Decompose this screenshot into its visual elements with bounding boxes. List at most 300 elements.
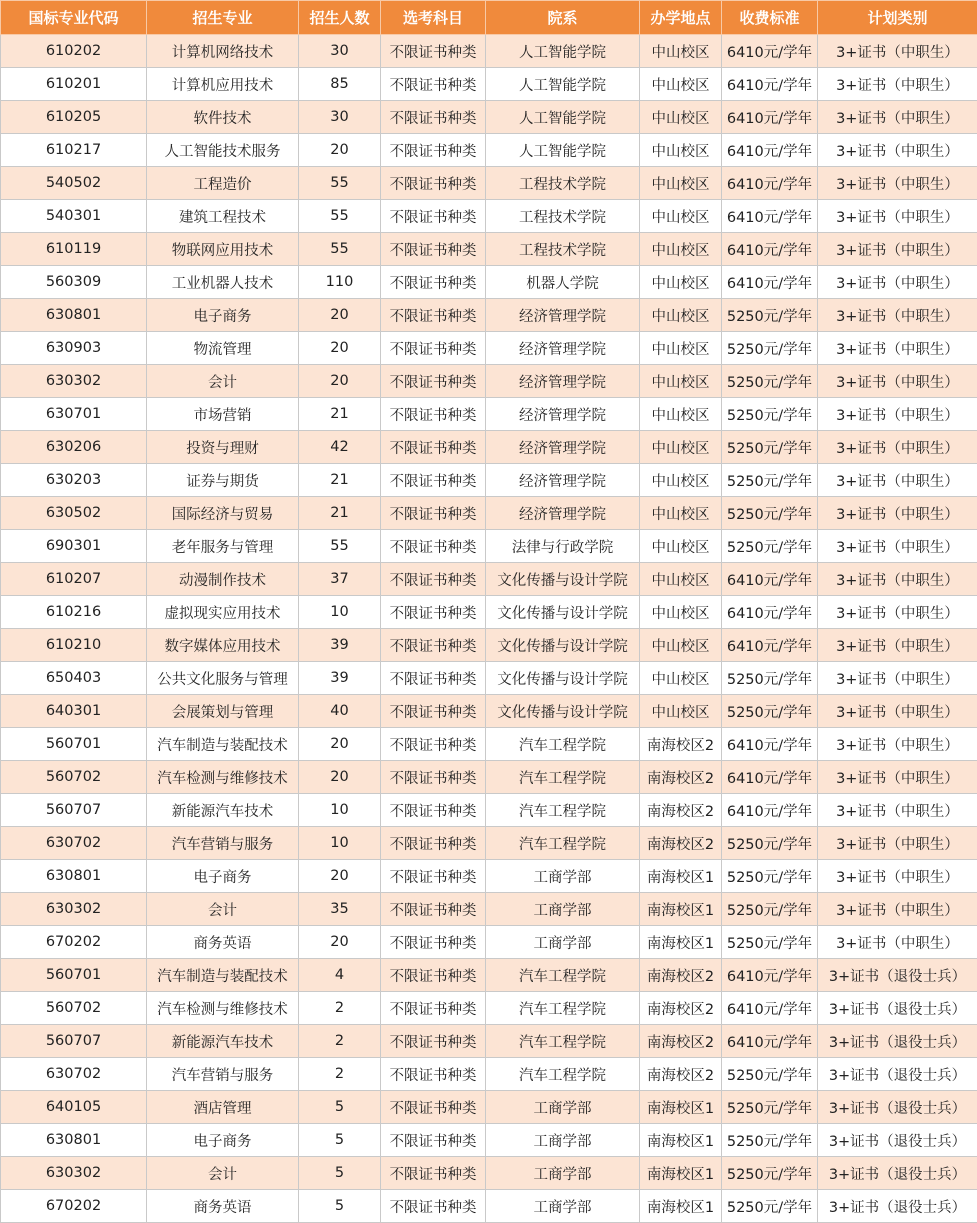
cell-code: 560701 xyxy=(1,959,147,992)
cell-campus: 中山校区 xyxy=(640,134,722,167)
cell-campus: 中山校区 xyxy=(640,167,722,200)
cell-department: 汽车工程学院 xyxy=(486,728,640,761)
cell-major: 会展策划与管理 xyxy=(147,695,299,728)
cell-subjects: 不限证书种类 xyxy=(381,827,486,860)
cell-quota: 39 xyxy=(299,662,381,695)
cell-subjects: 不限证书种类 xyxy=(381,728,486,761)
table-row xyxy=(1,1025,977,1058)
cell-plan-type: 3+证书（中职生） xyxy=(818,728,977,761)
cell-fee: 5250元/学年 xyxy=(722,530,818,563)
cell-department: 工商学部 xyxy=(486,860,640,893)
header-plan-type: 计划类别 xyxy=(818,1,977,35)
cell-major: 电子商务 xyxy=(147,1124,299,1157)
cell-subjects: 不限证书种类 xyxy=(381,959,486,992)
cell-campus: 中山校区 xyxy=(640,266,722,299)
cell-quota: 55 xyxy=(299,200,381,233)
cell-quota: 10 xyxy=(299,794,381,827)
cell-department: 汽车工程学院 xyxy=(486,1025,640,1058)
cell-fee: 5250元/学年 xyxy=(722,1124,818,1157)
cell-major: 国际经济与贸易 xyxy=(147,497,299,530)
cell-quota: 37 xyxy=(299,563,381,596)
cell-subjects: 不限证书种类 xyxy=(381,233,486,266)
cell-major: 市场营销 xyxy=(147,398,299,431)
cell-major: 软件技术 xyxy=(147,101,299,134)
cell-subjects: 不限证书种类 xyxy=(381,1190,486,1223)
cell-fee: 6410元/学年 xyxy=(722,959,818,992)
cell-quota: 4 xyxy=(299,959,381,992)
cell-major: 物流管理 xyxy=(147,332,299,365)
cell-subjects: 不限证书种类 xyxy=(381,332,486,365)
header-row xyxy=(1,1,977,35)
cell-campus: 南海校区1 xyxy=(640,1190,722,1223)
cell-code: 610202 xyxy=(1,35,147,68)
cell-campus: 中山校区 xyxy=(640,68,722,101)
cell-major: 酒店管理 xyxy=(147,1091,299,1124)
cell-major: 证券与期货 xyxy=(147,464,299,497)
cell-department: 法律与行政学院 xyxy=(486,530,640,563)
cell-plan-type: 3+证书（中职生） xyxy=(818,893,977,926)
header-major: 招生专业 xyxy=(147,1,299,35)
cell-major: 汽车检测与维修技术 xyxy=(147,761,299,794)
cell-campus: 中山校区 xyxy=(640,200,722,233)
cell-fee: 6410元/学年 xyxy=(722,992,818,1025)
cell-code: 540301 xyxy=(1,200,147,233)
cell-subjects: 不限证书种类 xyxy=(381,101,486,134)
cell-fee: 6410元/学年 xyxy=(722,167,818,200)
cell-plan-type: 3+证书（中职生） xyxy=(818,629,977,662)
table-row xyxy=(1,200,977,233)
table-row xyxy=(1,497,977,530)
cell-department: 工商学部 xyxy=(486,926,640,959)
cell-quota: 21 xyxy=(299,497,381,530)
cell-code: 650403 xyxy=(1,662,147,695)
cell-department: 汽车工程学院 xyxy=(486,992,640,1025)
cell-plan-type: 3+证书（中职生） xyxy=(818,761,977,794)
cell-code: 630801 xyxy=(1,1124,147,1157)
cell-subjects: 不限证书种类 xyxy=(381,992,486,1025)
table-row xyxy=(1,365,977,398)
cell-code: 560707 xyxy=(1,794,147,827)
table-row xyxy=(1,959,977,992)
cell-department: 文化传播与设计学院 xyxy=(486,596,640,629)
cell-quota: 55 xyxy=(299,233,381,266)
cell-subjects: 不限证书种类 xyxy=(381,464,486,497)
cell-subjects: 不限证书种类 xyxy=(381,35,486,68)
cell-campus: 南海校区1 xyxy=(640,926,722,959)
cell-fee: 5250元/学年 xyxy=(722,299,818,332)
table-row xyxy=(1,761,977,794)
cell-plan-type: 3+证书（中职生） xyxy=(818,233,977,266)
cell-major: 汽车营销与服务 xyxy=(147,1058,299,1091)
cell-plan-type: 3+证书（退役士兵） xyxy=(818,992,977,1025)
cell-subjects: 不限证书种类 xyxy=(381,629,486,662)
table-body xyxy=(1,35,977,1223)
cell-major: 计算机网络技术 xyxy=(147,35,299,68)
cell-code: 630302 xyxy=(1,1157,147,1190)
cell-quota: 20 xyxy=(299,134,381,167)
cell-major: 工程造价 xyxy=(147,167,299,200)
cell-plan-type: 3+证书（中职生） xyxy=(818,794,977,827)
cell-fee: 6410元/学年 xyxy=(722,35,818,68)
table-row xyxy=(1,629,977,662)
cell-code: 630801 xyxy=(1,299,147,332)
cell-department: 工商学部 xyxy=(486,1157,640,1190)
cell-code: 640105 xyxy=(1,1091,147,1124)
cell-fee: 5250元/学年 xyxy=(722,1058,818,1091)
cell-subjects: 不限证书种类 xyxy=(381,68,486,101)
cell-major: 工业机器人技术 xyxy=(147,266,299,299)
cell-campus: 南海校区2 xyxy=(640,1058,722,1091)
cell-campus: 南海校区2 xyxy=(640,728,722,761)
cell-subjects: 不限证书种类 xyxy=(381,134,486,167)
cell-quota: 2 xyxy=(299,992,381,1025)
cell-major: 商务英语 xyxy=(147,1190,299,1223)
cell-fee: 5250元/学年 xyxy=(722,332,818,365)
cell-subjects: 不限证书种类 xyxy=(381,761,486,794)
cell-plan-type: 3+证书（退役士兵） xyxy=(818,1025,977,1058)
cell-quota: 20 xyxy=(299,365,381,398)
cell-fee: 6410元/学年 xyxy=(722,563,818,596)
cell-campus: 南海校区2 xyxy=(640,992,722,1025)
table-row xyxy=(1,695,977,728)
cell-major: 老年服务与管理 xyxy=(147,530,299,563)
cell-subjects: 不限证书种类 xyxy=(381,266,486,299)
cell-quota: 5 xyxy=(299,1124,381,1157)
table-row xyxy=(1,1190,977,1223)
cell-department: 经济管理学院 xyxy=(486,332,640,365)
cell-quota: 110 xyxy=(299,266,381,299)
cell-quota: 5 xyxy=(299,1157,381,1190)
cell-department: 人工智能学院 xyxy=(486,35,640,68)
cell-plan-type: 3+证书（中职生） xyxy=(818,167,977,200)
cell-code: 560309 xyxy=(1,266,147,299)
cell-major: 计算机应用技术 xyxy=(147,68,299,101)
cell-subjects: 不限证书种类 xyxy=(381,497,486,530)
table-row xyxy=(1,563,977,596)
cell-fee: 6410元/学年 xyxy=(722,794,818,827)
cell-campus: 中山校区 xyxy=(640,662,722,695)
cell-code: 560707 xyxy=(1,1025,147,1058)
table-row xyxy=(1,860,977,893)
cell-department: 工程技术学院 xyxy=(486,233,640,266)
cell-quota: 20 xyxy=(299,761,381,794)
cell-plan-type: 3+证书（退役士兵） xyxy=(818,1091,977,1124)
cell-department: 工商学部 xyxy=(486,893,640,926)
cell-subjects: 不限证书种类 xyxy=(381,926,486,959)
cell-major: 投资与理财 xyxy=(147,431,299,464)
table-row xyxy=(1,1157,977,1190)
cell-plan-type: 3+证书（退役士兵） xyxy=(818,959,977,992)
cell-department: 工商学部 xyxy=(486,1190,640,1223)
table-row xyxy=(1,1091,977,1124)
cell-code: 640301 xyxy=(1,695,147,728)
header-quota: 招生人数 xyxy=(299,1,381,35)
cell-department: 文化传播与设计学院 xyxy=(486,563,640,596)
cell-fee: 5250元/学年 xyxy=(722,860,818,893)
table-row xyxy=(1,233,977,266)
cell-major: 新能源汽车技术 xyxy=(147,794,299,827)
cell-fee: 6410元/学年 xyxy=(722,629,818,662)
cell-department: 经济管理学院 xyxy=(486,431,640,464)
cell-fee: 5250元/学年 xyxy=(722,365,818,398)
cell-plan-type: 3+证书（中职生） xyxy=(818,695,977,728)
table-row xyxy=(1,266,977,299)
cell-quota: 20 xyxy=(299,332,381,365)
cell-fee: 5250元/学年 xyxy=(722,1157,818,1190)
cell-plan-type: 3+证书（中职生） xyxy=(818,497,977,530)
cell-campus: 中山校区 xyxy=(640,464,722,497)
cell-code: 630702 xyxy=(1,827,147,860)
cell-plan-type: 3+证书（中职生） xyxy=(818,332,977,365)
cell-code: 540502 xyxy=(1,167,147,200)
cell-subjects: 不限证书种类 xyxy=(381,1091,486,1124)
cell-major: 商务英语 xyxy=(147,926,299,959)
table-row xyxy=(1,662,977,695)
cell-campus: 中山校区 xyxy=(640,563,722,596)
cell-code: 670202 xyxy=(1,1190,147,1223)
cell-fee: 6410元/学年 xyxy=(722,200,818,233)
table-row xyxy=(1,1124,977,1157)
cell-subjects: 不限证书种类 xyxy=(381,893,486,926)
cell-major: 新能源汽车技术 xyxy=(147,1025,299,1058)
cell-code: 630701 xyxy=(1,398,147,431)
table-row xyxy=(1,596,977,629)
cell-plan-type: 3+证书（退役士兵） xyxy=(818,1157,977,1190)
header-subjects: 选考科目 xyxy=(381,1,486,35)
cell-quota: 2 xyxy=(299,1025,381,1058)
cell-fee: 6410元/学年 xyxy=(722,134,818,167)
cell-department: 文化传播与设计学院 xyxy=(486,629,640,662)
cell-major: 物联网应用技术 xyxy=(147,233,299,266)
cell-plan-type: 3+证书（中职生） xyxy=(818,299,977,332)
cell-subjects: 不限证书种类 xyxy=(381,662,486,695)
cell-fee: 6410元/学年 xyxy=(722,101,818,134)
cell-quota: 35 xyxy=(299,893,381,926)
cell-code: 630903 xyxy=(1,332,147,365)
table-row xyxy=(1,332,977,365)
cell-campus: 南海校区1 xyxy=(640,1124,722,1157)
cell-major: 会计 xyxy=(147,1157,299,1190)
cell-subjects: 不限证书种类 xyxy=(381,431,486,464)
cell-code: 560701 xyxy=(1,728,147,761)
cell-campus: 南海校区1 xyxy=(640,860,722,893)
cell-campus: 中山校区 xyxy=(640,398,722,431)
cell-campus: 南海校区2 xyxy=(640,827,722,860)
cell-major: 数字媒体应用技术 xyxy=(147,629,299,662)
cell-plan-type: 3+证书（中职生） xyxy=(818,200,977,233)
cell-quota: 5 xyxy=(299,1091,381,1124)
cell-code: 690301 xyxy=(1,530,147,563)
cell-department: 经济管理学院 xyxy=(486,365,640,398)
cell-subjects: 不限证书种类 xyxy=(381,563,486,596)
cell-quota: 20 xyxy=(299,860,381,893)
table-row xyxy=(1,1058,977,1091)
cell-code: 630702 xyxy=(1,1058,147,1091)
cell-plan-type: 3+证书（中职生） xyxy=(818,530,977,563)
cell-subjects: 不限证书种类 xyxy=(381,530,486,563)
cell-plan-type: 3+证书（中职生） xyxy=(818,398,977,431)
cell-major: 汽车制造与装配技术 xyxy=(147,959,299,992)
cell-quota: 55 xyxy=(299,167,381,200)
cell-plan-type: 3+证书（中职生） xyxy=(818,662,977,695)
cell-campus: 中山校区 xyxy=(640,233,722,266)
cell-subjects: 不限证书种类 xyxy=(381,167,486,200)
cell-department: 工商学部 xyxy=(486,1091,640,1124)
cell-quota: 55 xyxy=(299,530,381,563)
cell-fee: 6410元/学年 xyxy=(722,761,818,794)
cell-plan-type: 3+证书（中职生） xyxy=(818,266,977,299)
cell-quota: 40 xyxy=(299,695,381,728)
cell-fee: 6410元/学年 xyxy=(722,233,818,266)
cell-department: 汽车工程学院 xyxy=(486,959,640,992)
cell-department: 人工智能学院 xyxy=(486,101,640,134)
cell-campus: 中山校区 xyxy=(640,365,722,398)
cell-code: 560702 xyxy=(1,992,147,1025)
cell-plan-type: 3+证书（退役士兵） xyxy=(818,1124,977,1157)
cell-department: 工程技术学院 xyxy=(486,167,640,200)
cell-plan-type: 3+证书（中职生） xyxy=(818,101,977,134)
table-row xyxy=(1,431,977,464)
cell-fee: 5250元/学年 xyxy=(722,695,818,728)
table-row xyxy=(1,134,977,167)
cell-major: 虚拟现实应用技术 xyxy=(147,596,299,629)
cell-fee: 6410元/学年 xyxy=(722,68,818,101)
cell-campus: 中山校区 xyxy=(640,299,722,332)
cell-code: 630801 xyxy=(1,860,147,893)
cell-code: 630206 xyxy=(1,431,147,464)
cell-plan-type: 3+证书（中职生） xyxy=(818,134,977,167)
cell-campus: 中山校区 xyxy=(640,596,722,629)
cell-campus: 中山校区 xyxy=(640,101,722,134)
table-row xyxy=(1,167,977,200)
cell-fee: 5250元/学年 xyxy=(722,1091,818,1124)
cell-campus: 南海校区1 xyxy=(640,1091,722,1124)
table-row xyxy=(1,464,977,497)
cell-plan-type: 3+证书（中职生） xyxy=(818,596,977,629)
cell-major: 建筑工程技术 xyxy=(147,200,299,233)
cell-fee: 5250元/学年 xyxy=(722,827,818,860)
cell-department: 经济管理学院 xyxy=(486,398,640,431)
cell-code: 630302 xyxy=(1,365,147,398)
cell-department: 经济管理学院 xyxy=(486,299,640,332)
cell-campus: 南海校区2 xyxy=(640,794,722,827)
cell-campus: 南海校区2 xyxy=(640,761,722,794)
header-campus: 办学地点 xyxy=(640,1,722,35)
header-department: 院系 xyxy=(486,1,640,35)
cell-department: 工商学部 xyxy=(486,1124,640,1157)
cell-quota: 30 xyxy=(299,35,381,68)
cell-campus: 中山校区 xyxy=(640,629,722,662)
cell-fee: 5250元/学年 xyxy=(722,431,818,464)
cell-code: 560702 xyxy=(1,761,147,794)
cell-subjects: 不限证书种类 xyxy=(381,1157,486,1190)
table-row xyxy=(1,893,977,926)
table-row xyxy=(1,35,977,68)
cell-quota: 21 xyxy=(299,398,381,431)
cell-plan-type: 3+证书（中职生） xyxy=(818,68,977,101)
cell-code: 630203 xyxy=(1,464,147,497)
cell-quota: 21 xyxy=(299,464,381,497)
cell-campus: 南海校区2 xyxy=(640,1025,722,1058)
cell-subjects: 不限证书种类 xyxy=(381,596,486,629)
cell-major: 汽车制造与装配技术 xyxy=(147,728,299,761)
cell-plan-type: 3+证书（中职生） xyxy=(818,926,977,959)
table-row xyxy=(1,101,977,134)
cell-campus: 中山校区 xyxy=(640,35,722,68)
cell-code: 610207 xyxy=(1,563,147,596)
cell-campus: 中山校区 xyxy=(640,695,722,728)
cell-major: 公共文化服务与管理 xyxy=(147,662,299,695)
cell-subjects: 不限证书种类 xyxy=(381,794,486,827)
cell-quota: 10 xyxy=(299,596,381,629)
cell-subjects: 不限证书种类 xyxy=(381,365,486,398)
table-row xyxy=(1,992,977,1025)
cell-department: 人工智能学院 xyxy=(486,134,640,167)
cell-subjects: 不限证书种类 xyxy=(381,1124,486,1157)
cell-quota: 30 xyxy=(299,101,381,134)
cell-quota: 42 xyxy=(299,431,381,464)
cell-code: 610216 xyxy=(1,596,147,629)
cell-department: 工程技术学院 xyxy=(486,200,640,233)
header-code: 国标专业代码 xyxy=(1,1,147,35)
cell-plan-type: 3+证书（中职生） xyxy=(818,431,977,464)
cell-fee: 5250元/学年 xyxy=(722,464,818,497)
cell-campus: 中山校区 xyxy=(640,431,722,464)
cell-campus: 中山校区 xyxy=(640,530,722,563)
cell-department: 汽车工程学院 xyxy=(486,1058,640,1091)
cell-major: 汽车营销与服务 xyxy=(147,827,299,860)
cell-department: 经济管理学院 xyxy=(486,497,640,530)
table-row xyxy=(1,299,977,332)
cell-campus: 南海校区1 xyxy=(640,893,722,926)
cell-subjects: 不限证书种类 xyxy=(381,860,486,893)
cell-code: 610205 xyxy=(1,101,147,134)
cell-department: 人工智能学院 xyxy=(486,68,640,101)
cell-campus: 中山校区 xyxy=(640,497,722,530)
cell-code: 610217 xyxy=(1,134,147,167)
cell-department: 汽车工程学院 xyxy=(486,761,640,794)
cell-fee: 5250元/学年 xyxy=(722,662,818,695)
cell-subjects: 不限证书种类 xyxy=(381,299,486,332)
cell-department: 文化传播与设计学院 xyxy=(486,662,640,695)
cell-plan-type: 3+证书（中职生） xyxy=(818,35,977,68)
cell-major: 汽车检测与维修技术 xyxy=(147,992,299,1025)
cell-plan-type: 3+证书（中职生） xyxy=(818,860,977,893)
cell-fee: 5250元/学年 xyxy=(722,497,818,530)
cell-quota: 10 xyxy=(299,827,381,860)
table-row xyxy=(1,530,977,563)
header-fee: 收费标准 xyxy=(722,1,818,35)
cell-department: 汽车工程学院 xyxy=(486,827,640,860)
cell-department: 文化传播与设计学院 xyxy=(486,695,640,728)
cell-code: 630302 xyxy=(1,893,147,926)
cell-plan-type: 3+证书（中职生） xyxy=(818,827,977,860)
cell-major: 会计 xyxy=(147,365,299,398)
cell-code: 610201 xyxy=(1,68,147,101)
cell-code: 630502 xyxy=(1,497,147,530)
table-row xyxy=(1,68,977,101)
cell-major: 人工智能技术服务 xyxy=(147,134,299,167)
cell-fee: 5250元/学年 xyxy=(722,893,818,926)
table-row xyxy=(1,728,977,761)
table-row xyxy=(1,827,977,860)
table-row xyxy=(1,398,977,431)
cell-fee: 5250元/学年 xyxy=(722,926,818,959)
cell-plan-type: 3+证书（中职生） xyxy=(818,464,977,497)
cell-plan-type: 3+证书（中职生） xyxy=(818,563,977,596)
cell-code: 610210 xyxy=(1,629,147,662)
cell-department: 经济管理学院 xyxy=(486,464,640,497)
